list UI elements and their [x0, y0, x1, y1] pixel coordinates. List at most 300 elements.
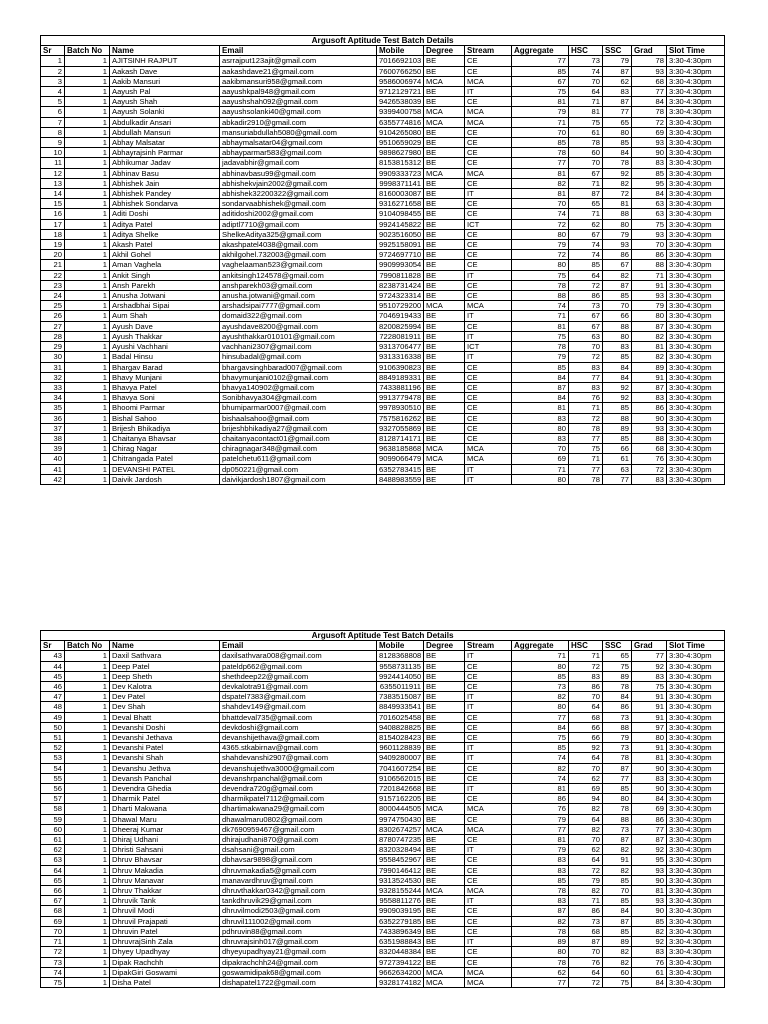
cell-batch-no: 1: [65, 433, 110, 443]
cell-aggregate: 83: [512, 855, 569, 865]
cell-stream: CE: [465, 794, 512, 804]
cell-slot-time: 3:30-4:30pm: [667, 804, 725, 814]
table-row: [41, 321, 725, 331]
cell-sr: 5: [41, 97, 65, 107]
cell-sr: 69: [41, 916, 65, 926]
table-row: [41, 733, 725, 743]
cell-sr: 17: [41, 219, 65, 229]
cell-name: Badal Hinsu: [110, 352, 220, 362]
cell-ssc: 87: [603, 280, 632, 290]
cell-degree: BE: [424, 682, 465, 692]
cell-batch-no: 1: [65, 957, 110, 967]
cell-ssc: 77: [603, 107, 632, 117]
cell-hsc: 92: [569, 743, 603, 753]
cell-degree: MCA: [424, 967, 465, 977]
cell-mobile: 9724697710: [377, 250, 424, 260]
cell-degree: MCA: [424, 168, 465, 178]
cell-batch-no: 1: [65, 875, 110, 885]
cell-name: Dipak Rachchh: [110, 957, 220, 967]
cell-grad: 91: [632, 712, 667, 722]
cell-aggregate: 89: [512, 937, 569, 947]
cell-email: abhaymalsatar04@gmail.com: [220, 138, 377, 148]
cell-hsc: 72: [569, 977, 603, 987]
cell-name: Abhishek Sondarva: [110, 199, 220, 209]
table-row: [41, 845, 725, 855]
cell-stream: CE: [465, 240, 512, 250]
cell-email: bhavymunjani0102@gmail.com: [220, 372, 377, 382]
cell-name: Bhavya Soni: [110, 393, 220, 403]
cell-slot-time: 3:30-4:30pm: [667, 661, 725, 671]
cell-batch-no: 1: [65, 671, 110, 681]
cell-name: Aayush Pal: [110, 87, 220, 97]
cell-grad: 90: [632, 784, 667, 794]
cell-hsc: 83: [569, 671, 603, 681]
cell-ssc: 82: [603, 947, 632, 957]
table-row: [41, 97, 725, 107]
cell-degree: BE: [424, 651, 465, 661]
cell-slot-time: 3:30-4:30pm: [667, 896, 725, 906]
cell-aggregate: 82: [512, 178, 569, 188]
cell-grad: 82: [632, 352, 667, 362]
table-row: [41, 702, 725, 712]
cell-sr: 8: [41, 127, 65, 137]
cell-aggregate: 78: [512, 957, 569, 967]
cell-hsc: 66: [569, 722, 603, 732]
cell-ssc: 85: [603, 875, 632, 885]
cell-batch-no: 1: [65, 250, 110, 260]
cell-grad: 76: [632, 957, 667, 967]
cell-grad: 78: [632, 107, 667, 117]
cell-stream: CE: [465, 763, 512, 773]
cell-sr: 66: [41, 886, 65, 896]
cell-stream: CE: [465, 362, 512, 372]
cell-batch-no: 1: [65, 148, 110, 158]
cell-ssc: 83: [603, 87, 632, 97]
cell-email: devendra720g@gmail.com: [220, 784, 377, 794]
table-row: [41, 444, 725, 454]
cell-hsc: 66: [569, 733, 603, 743]
cell-ssc: 77: [603, 474, 632, 484]
cell-name: Dhawal Maru: [110, 814, 220, 824]
cell-batch-no: 1: [65, 906, 110, 916]
cell-hsc: 70: [569, 342, 603, 352]
sheet-title: Argusoft Aptitude Test Batch Details: [41, 36, 725, 46]
cell-email: bhattdeval735@gmail.com: [220, 712, 377, 722]
cell-grad: 61: [632, 967, 667, 977]
cell-aggregate: 83: [512, 865, 569, 875]
cell-slot-time: 3:30-4:30pm: [667, 250, 725, 260]
cell-aggregate: 85: [512, 66, 569, 76]
cell-email: dsahsani@gmail.com: [220, 845, 377, 855]
cell-grad: 78: [632, 56, 667, 66]
cell-ssc: 84: [603, 362, 632, 372]
cell-ssc: 82: [603, 957, 632, 967]
table-row: [41, 311, 725, 321]
cell-slot-time: 3:30-4:30pm: [667, 382, 725, 392]
cell-slot-time: 3:30-4:30pm: [667, 321, 725, 331]
table-row: [41, 824, 725, 834]
cell-hsc: 67: [569, 229, 603, 239]
cell-sr: 47: [41, 692, 65, 702]
cell-name: Dhruvin Patel: [110, 926, 220, 936]
cell-aggregate: 73: [512, 682, 569, 692]
cell-stream: IT: [465, 845, 512, 855]
cell-hsc: 62: [569, 773, 603, 783]
cell-batch-no: 1: [65, 97, 110, 107]
cell-mobile: 8200825994: [377, 321, 424, 331]
table-row: [41, 66, 725, 76]
cell-degree: BE: [424, 342, 465, 352]
cell-slot-time: 3:30-4:30pm: [667, 692, 725, 702]
column-header-degree: Degree: [424, 641, 465, 651]
cell-slot-time: 3:30-4:30pm: [667, 87, 725, 97]
cell-name: Abhayrajsinh Parmar: [110, 148, 220, 158]
cell-sr: 58: [41, 804, 65, 814]
cell-degree: BE: [424, 199, 465, 209]
cell-slot-time: 3:30-4:30pm: [667, 794, 725, 804]
cell-grad: 86: [632, 250, 667, 260]
cell-stream: CE: [465, 906, 512, 916]
cell-batch-no: 1: [65, 865, 110, 875]
table-row: [41, 773, 725, 783]
cell-hsc: 72: [569, 352, 603, 362]
cell-ssc: 75: [603, 661, 632, 671]
cell-grad: 90: [632, 763, 667, 773]
cell-stream: CE: [465, 413, 512, 423]
cell-slot-time: 3:30-4:30pm: [667, 712, 725, 722]
header-row: [41, 46, 725, 56]
table-row: [41, 138, 725, 148]
cell-slot-time: 3:30-4:30pm: [667, 464, 725, 474]
cell-degree: BE: [424, 87, 465, 97]
cell-email: dhruvthakkar0342@gmail.com: [220, 886, 377, 896]
cell-name: Abhishek Jain: [110, 178, 220, 188]
cell-grad: 63: [632, 199, 667, 209]
cell-degree: BE: [424, 753, 465, 763]
table-row: [41, 835, 725, 845]
cell-sr: 12: [41, 168, 65, 178]
cell-grad: 88: [632, 260, 667, 270]
table-row: [41, 178, 725, 188]
cell-hsc: 77: [569, 464, 603, 474]
cell-name: Dhiraj Udhani: [110, 835, 220, 845]
cell-ssc: 67: [603, 260, 632, 270]
cell-aggregate: 81: [512, 189, 569, 199]
table-body: [41, 56, 725, 485]
cell-email: bhavya140902@gmail.com: [220, 382, 377, 392]
cell-degree: BE: [424, 702, 465, 712]
cell-aggregate: 82: [512, 916, 569, 926]
cell-degree: BE: [424, 229, 465, 239]
cell-name: Aum Shah: [110, 311, 220, 321]
cell-batch-no: 1: [65, 661, 110, 671]
cell-batch-no: 1: [65, 342, 110, 352]
cell-ssc: 60: [603, 967, 632, 977]
cell-email: dishapatel1722@gmail.com: [220, 977, 377, 987]
cell-grad: 86: [632, 403, 667, 413]
cell-sr: 7: [41, 117, 65, 127]
cell-mobile: 9924414050: [377, 671, 424, 681]
cell-ssc: 87: [603, 66, 632, 76]
cell-batch-no: 1: [65, 382, 110, 392]
cell-email: 4365.stkabirnav@gmail.com: [220, 743, 377, 753]
table-row: [41, 107, 725, 117]
cell-degree: BE: [424, 209, 465, 219]
cell-email: dp050221@gmail.com: [220, 464, 377, 474]
cell-batch-no: 1: [65, 321, 110, 331]
cell-stream: CE: [465, 855, 512, 865]
cell-stream: CE: [465, 865, 512, 875]
cell-name: Akhil Gohel: [110, 250, 220, 260]
cell-email: tankdhruvik29@gmail.com: [220, 896, 377, 906]
cell-aggregate: 77: [512, 56, 569, 66]
cell-ssc: 82: [603, 865, 632, 875]
cell-email: aakibmansuri958@gmail.com: [220, 76, 377, 86]
column-header-email: Email: [220, 641, 377, 651]
cell-batch-no: 1: [65, 413, 110, 423]
cell-degree: BE: [424, 352, 465, 362]
cell-name: Abdullah Mansuri: [110, 127, 220, 137]
cell-grad: 72: [632, 464, 667, 474]
cell-ssc: 79: [603, 229, 632, 239]
cell-sr: 61: [41, 835, 65, 845]
cell-mobile: 8320448384: [377, 947, 424, 957]
cell-degree: BE: [424, 896, 465, 906]
table-row: [41, 280, 725, 290]
cell-ssc: 63: [603, 464, 632, 474]
cell-name: Dhruvil Modi: [110, 906, 220, 916]
cell-email: dspatel7383@gmail.com: [220, 692, 377, 702]
cell-email: goswamidipak68@gmail.com: [220, 967, 377, 977]
cell-slot-time: 3:30-4:30pm: [667, 937, 725, 947]
table-row: [41, 117, 725, 127]
cell-name: Dharmik Patel: [110, 794, 220, 804]
cell-sr: 67: [41, 896, 65, 906]
cell-grad: 69: [632, 804, 667, 814]
cell-slot-time: 3:30-4:30pm: [667, 168, 725, 178]
cell-slot-time: 3:30-4:30pm: [667, 56, 725, 66]
cell-sr: 27: [41, 321, 65, 331]
cell-slot-time: 3:30-4:30pm: [667, 916, 725, 926]
cell-degree: BE: [424, 743, 465, 753]
cell-grad: 68: [632, 76, 667, 86]
cell-ssc: 85: [603, 352, 632, 362]
cell-name: Dhruvik Tank: [110, 896, 220, 906]
cell-email: bhargavsinghbarad007@gmail.com: [220, 362, 377, 372]
cell-batch-no: 1: [65, 794, 110, 804]
cell-batch-no: 1: [65, 855, 110, 865]
cell-mobile: 8153815312: [377, 158, 424, 168]
cell-degree: BE: [424, 423, 465, 433]
cell-degree: BE: [424, 937, 465, 947]
cell-email: akashpatel4038@gmail.com: [220, 240, 377, 250]
cell-sr: 24: [41, 291, 65, 301]
cell-sr: 34: [41, 393, 65, 403]
cell-stream: IT: [465, 270, 512, 280]
cell-ssc: 78: [603, 158, 632, 168]
cell-hsc: 70: [569, 692, 603, 702]
cell-degree: MCA: [424, 804, 465, 814]
table-row: [41, 352, 725, 362]
cell-sr: 63: [41, 855, 65, 865]
cell-batch-no: 1: [65, 967, 110, 977]
cell-mobile: 9327055869: [377, 423, 424, 433]
cell-mobile: 9104098455: [377, 209, 424, 219]
cell-degree: BE: [424, 240, 465, 250]
cell-mobile: 8154028423: [377, 733, 424, 743]
cell-degree: BE: [424, 875, 465, 885]
cell-sr: 36: [41, 413, 65, 423]
cell-name: Bhavy Munjani: [110, 372, 220, 382]
cell-email: ankitsingh124578@gmail.com: [220, 270, 377, 280]
cell-slot-time: 3:30-4:30pm: [667, 127, 725, 137]
cell-stream: CE: [465, 178, 512, 188]
cell-mobile: 7016692103: [377, 56, 424, 66]
cell-batch-no: 1: [65, 784, 110, 794]
cell-email: dhruvmakadia5@gmail.com: [220, 865, 377, 875]
cell-aggregate: 75: [512, 270, 569, 280]
cell-slot-time: 3:30-4:30pm: [667, 352, 725, 362]
cell-ssc: 87: [603, 916, 632, 926]
cell-stream: IT: [465, 784, 512, 794]
cell-email: vachhani2307@gmail.com: [220, 342, 377, 352]
cell-aggregate: 79: [512, 845, 569, 855]
cell-name: Abhay Malsatar: [110, 138, 220, 148]
cell-sr: 55: [41, 773, 65, 783]
cell-name: Dhruv Manavar: [110, 875, 220, 885]
cell-ssc: 66: [603, 311, 632, 321]
cell-email: dipakrachchh24@gmail.com: [220, 957, 377, 967]
cell-batch-no: 1: [65, 301, 110, 311]
cell-mobile: 9558811276: [377, 896, 424, 906]
cell-ssc: 82: [603, 270, 632, 280]
cell-name: Ankit Singh: [110, 270, 220, 280]
cell-email: brijeshbhikadiya27@gmail.com: [220, 423, 377, 433]
cell-stream: CE: [465, 280, 512, 290]
cell-name: DEVANSHI PATEL: [110, 464, 220, 474]
cell-hsc: 79: [569, 875, 603, 885]
cell-grad: 82: [632, 926, 667, 936]
cell-mobile: 7600766250: [377, 66, 424, 76]
cell-slot-time: 3:30-4:30pm: [667, 651, 725, 661]
cell-slot-time: 3:30-4:30pm: [667, 845, 725, 855]
cell-email: dhruvil111002@gmail.com: [220, 916, 377, 926]
cell-sr: 1: [41, 56, 65, 66]
cell-batch-no: 1: [65, 845, 110, 855]
cell-name: Chitrangada Patel: [110, 454, 220, 464]
cell-batch-no: 1: [65, 474, 110, 484]
cell-stream: MCA: [465, 886, 512, 896]
cell-slot-time: 3:30-4:30pm: [667, 66, 725, 76]
cell-aggregate: 85: [512, 743, 569, 753]
cell-mobile: 9328174182: [377, 977, 424, 987]
cell-sr: 46: [41, 682, 65, 692]
cell-mobile: 7041607254: [377, 763, 424, 773]
table-row: [41, 229, 725, 239]
table-row: [41, 896, 725, 906]
cell-name: Dheeraj Kumar: [110, 824, 220, 834]
batch-table-page-1: [40, 35, 725, 485]
cell-ssc: 78: [603, 753, 632, 763]
cell-grad: 87: [632, 321, 667, 331]
cell-slot-time: 3:30-4:30pm: [667, 403, 725, 413]
cell-name: Deval Bhatt: [110, 712, 220, 722]
cell-mobile: 6355011911: [377, 682, 424, 692]
cell-stream: CE: [465, 835, 512, 845]
cell-ssc: 86: [603, 702, 632, 712]
cell-degree: BE: [424, 947, 465, 957]
table-row: [41, 199, 725, 209]
cell-degree: MCA: [424, 977, 465, 987]
cell-name: Devanshi Doshi: [110, 722, 220, 732]
cell-mobile: 9313706477: [377, 342, 424, 352]
cell-mobile: 8302674257: [377, 824, 424, 834]
cell-ssc: 85: [603, 138, 632, 148]
cell-ssc: 88: [603, 814, 632, 824]
cell-ssc: 73: [603, 712, 632, 722]
cell-stream: MCA: [465, 168, 512, 178]
cell-grad: 77: [632, 824, 667, 834]
cell-ssc: 78: [603, 682, 632, 692]
cell-mobile: 9898627980: [377, 148, 424, 158]
cell-hsc: 71: [569, 209, 603, 219]
cell-sr: 14: [41, 189, 65, 199]
cell-sr: 60: [41, 824, 65, 834]
cell-name: Disha Patel: [110, 977, 220, 987]
cell-sr: 40: [41, 454, 65, 464]
cell-ssc: 88: [603, 209, 632, 219]
cell-email: dhawalmaru0802@gmail.com: [220, 814, 377, 824]
cell-ssc: 92: [603, 393, 632, 403]
cell-sr: 50: [41, 722, 65, 732]
cell-aggregate: 84: [512, 722, 569, 732]
cell-sr: 9: [41, 138, 65, 148]
cell-batch-no: 1: [65, 362, 110, 372]
cell-aggregate: 72: [512, 219, 569, 229]
cell-degree: BE: [424, 56, 465, 66]
cell-slot-time: 3:30-4:30pm: [667, 117, 725, 127]
cell-mobile: 9978930510: [377, 403, 424, 413]
table-row: [41, 464, 725, 474]
table-row: [41, 127, 725, 137]
header-row: [41, 641, 725, 651]
cell-email: pdhruvin88@gmail.com: [220, 926, 377, 936]
cell-degree: BE: [424, 474, 465, 484]
cell-sr: 20: [41, 250, 65, 260]
cell-stream: CE: [465, 127, 512, 137]
cell-email: devanshujethva3000@gmail.com: [220, 763, 377, 773]
cell-aggregate: 85: [512, 671, 569, 681]
cell-ssc: 84: [603, 906, 632, 916]
cell-slot-time: 3:30-4:30pm: [667, 977, 725, 987]
cell-ssc: 92: [603, 382, 632, 392]
cell-sr: 38: [41, 433, 65, 443]
cell-aggregate: 78: [512, 280, 569, 290]
cell-aggregate: 62: [512, 967, 569, 977]
table-row: [41, 886, 725, 896]
column-header-email: Email: [220, 46, 377, 56]
cell-mobile: 7575816262: [377, 413, 424, 423]
cell-grad: 93: [632, 291, 667, 301]
cell-ssc: 73: [603, 743, 632, 753]
cell-stream: MCA: [465, 117, 512, 127]
cell-slot-time: 3:30-4:30pm: [667, 433, 725, 443]
cell-sr: 26: [41, 311, 65, 321]
cell-batch-no: 1: [65, 763, 110, 773]
cell-batch-no: 1: [65, 331, 110, 341]
cell-grad: 91: [632, 702, 667, 712]
cell-aggregate: 84: [512, 372, 569, 382]
